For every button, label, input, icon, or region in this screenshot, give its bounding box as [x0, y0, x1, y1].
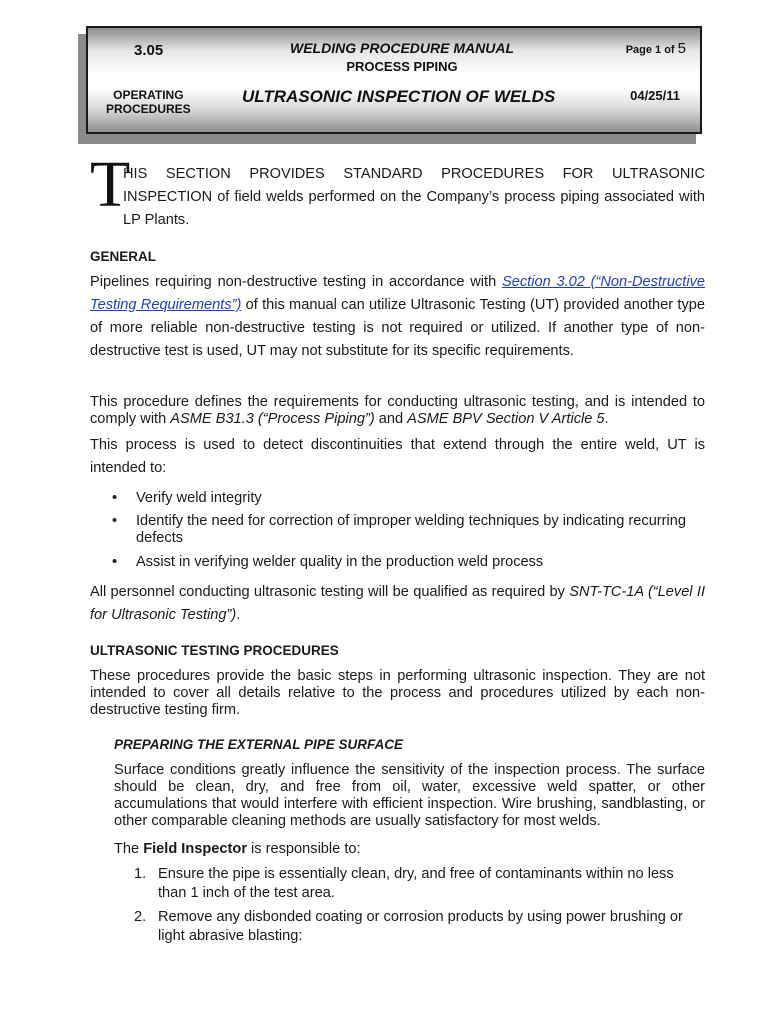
ut-paragraph-2: Surface conditions greatly influence the sensitivity of the inspection process. The surface should be clean, dry, and free from oil, water, excessive weld spatter, or other accumulations that would interfere with efficient inspection. Wire brushing, sandblasting, or other comparable cleaning methods are usually satisfactory for most welds.	[114, 762, 705, 829]
document-header	[86, 26, 702, 134]
intro-paragraph: HIS SECTION PROVIDES STANDARD PROCEDURES FOR ULTRASONIC INSPECTION of field welds performed on the Company’s process piping associated with LP Plants.	[123, 166, 705, 228]
ut-paragraph-3: The Field Inspector is responsible to:	[114, 841, 361, 857]
general-paragraph-4: All personnel conducting ultrasonic testing will be qualified as required by SNT-TC-1A (“Level II for Ultrasonic Testing”).	[90, 584, 705, 623]
section-heading-general: GENERAL	[90, 249, 157, 264]
section-number: 3.05	[134, 42, 164, 59]
section-3-02-link[interactable]: Section 3.02 (“Non-Destructive Testing Requirements”)	[90, 274, 705, 313]
general-paragraph-3: This process is used to detect discontinuities that extend through the entire weld, UT is intended to:	[90, 437, 705, 476]
subheading-external-surface: PREPARING THE EXTERNAL PIPE SURFACE	[114, 737, 404, 752]
page-label: Page 1 of	[625, 44, 675, 56]
category-line-1: OPERATING	[113, 88, 184, 102]
page-indicator	[626, 40, 686, 57]
document-title: ULTRASONIC INSPECTION OF WELDS	[242, 87, 556, 106]
ut-paragraph-1: These procedures provide the basic steps in performing ultrasonic inspection. They are not intended to cover all details relative to the process and procedures utilized by each non-destructive testing firm.	[90, 668, 705, 718]
category-label	[106, 88, 191, 116]
general-paragraph-2: This procedure defines the requirements for conducting ultrasonic testing, and is intended to comply with ASME B31.3 (“Process Piping”) and ASME BPV Section V Article 5.	[90, 394, 705, 427]
drop-cap: T	[90, 148, 131, 221]
manual-title: WELDING PROCEDURE MANUAL	[290, 40, 514, 56]
document-date: 04/25/11	[630, 88, 680, 103]
manual-subtitle: PROCESS PIPING	[346, 59, 458, 74]
category-line-2: PROCEDURES	[106, 102, 191, 116]
section-heading-ut-procedures: ULTRASONIC TESTING PROCEDURES	[90, 643, 339, 658]
general-paragraph-1: Pipelines requiring non-destructive testing in accordance with Section 3.02 (“Non-Destructive Testing Requirements”) of this manual can utilize Ultrasonic Testing (UT) provided another type of more reliable non-destructive testing is not required or utilized. If another type of non-destructive test is used, UT may not substitute for its specific requirements.	[90, 274, 705, 359]
page-total: 5	[677, 40, 686, 57]
